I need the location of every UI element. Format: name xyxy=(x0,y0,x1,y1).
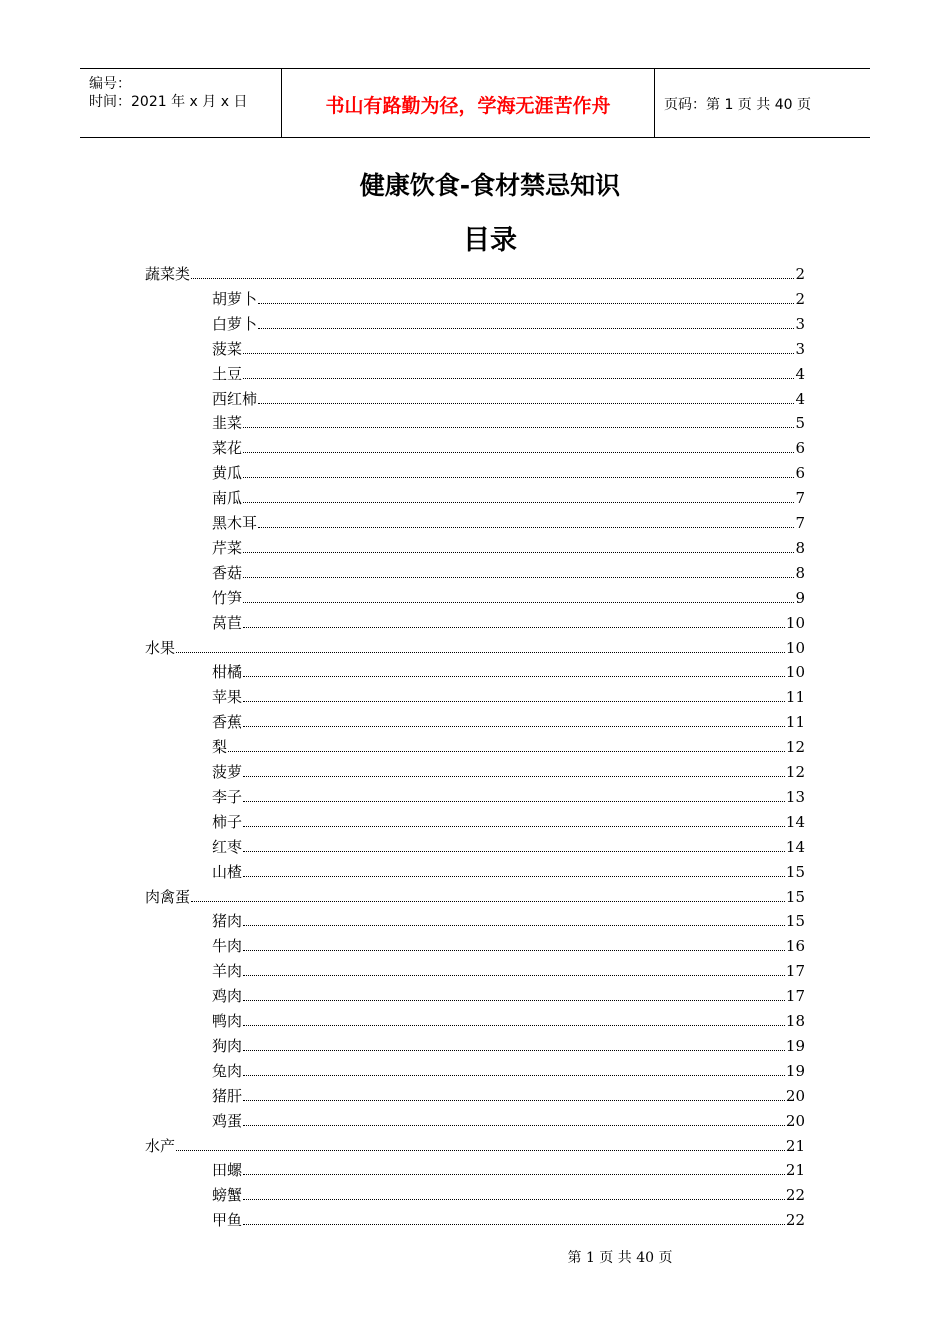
toc-entry-label: 甲鱼 xyxy=(212,1211,243,1230)
toc-leader-dots xyxy=(243,552,794,553)
toc-leader-dots xyxy=(258,303,794,304)
toc-entry[interactable] xyxy=(212,1055,805,1080)
toc-leader-dots xyxy=(243,427,794,428)
toc-page-number: 7 xyxy=(795,489,805,508)
toc-leader-dots xyxy=(243,378,794,379)
toc-page-number: 11 xyxy=(785,713,805,732)
toc-entry-label: 蔬菜类 xyxy=(145,265,191,283)
toc-entry[interactable] xyxy=(212,482,805,507)
toc-section-entry[interactable] xyxy=(145,632,805,657)
toc-entry[interactable] xyxy=(212,308,805,333)
toc-entry[interactable] xyxy=(212,731,805,756)
toc-leader-dots xyxy=(243,627,785,628)
toc-leader-dots xyxy=(258,403,794,404)
toc-entry-label: 柑橘 xyxy=(212,663,243,682)
toc-entry[interactable] xyxy=(212,432,805,457)
toc-page-number: 3 xyxy=(795,314,805,333)
toc-entry[interactable] xyxy=(212,383,805,408)
toc-leader-dots xyxy=(243,353,794,354)
toc-entry-label: 鸡蛋 xyxy=(212,1111,243,1130)
toc-leader-dots xyxy=(243,1224,785,1225)
toc-entry[interactable] xyxy=(212,283,805,308)
toc-entry[interactable] xyxy=(212,1154,805,1179)
toc-entry[interactable] xyxy=(212,532,805,557)
toc-leader-dots xyxy=(191,278,794,279)
toc-page-number: 8 xyxy=(795,563,805,582)
toc-page-number: 10 xyxy=(785,613,805,632)
toc-entry-label: 羊肉 xyxy=(212,962,243,981)
toc-entry-label: 芹菜 xyxy=(212,538,243,557)
toc-page-number: 8 xyxy=(795,538,805,557)
toc-entry[interactable] xyxy=(212,333,805,358)
toc-page-number: 4 xyxy=(795,364,805,383)
toc-page-number: 14 xyxy=(785,837,805,856)
toc-leader-dots xyxy=(243,950,785,951)
document-header xyxy=(80,68,870,138)
toc-leader-dots xyxy=(243,676,785,677)
toc-entry-label: 肉禽蛋 xyxy=(145,887,191,906)
toc-page-number: 6 xyxy=(795,439,805,458)
toc-leader-dots xyxy=(243,1050,785,1051)
toc-leader-dots xyxy=(243,1075,785,1076)
toc-entry[interactable] xyxy=(212,507,805,532)
toc-page-number: 16 xyxy=(785,937,805,956)
document-date-label: 时间：2021 年 x 月 x 日 xyxy=(89,94,248,110)
toc-entry[interactable] xyxy=(212,656,805,681)
toc-entry[interactable] xyxy=(212,905,805,930)
toc-section-entry[interactable] xyxy=(145,258,805,283)
toc-entry-label: 兔肉 xyxy=(212,1061,243,1080)
toc-page-number: 19 xyxy=(785,1061,805,1080)
toc-entry-label: 梨 xyxy=(212,738,228,757)
toc-page-number: 10 xyxy=(785,638,805,657)
toc-entry[interactable] xyxy=(212,856,805,881)
toc-leader-dots xyxy=(258,328,794,329)
toc-entry[interactable] xyxy=(212,831,805,856)
toc-entry-label: 白萝卜 xyxy=(212,314,258,333)
toc-entry[interactable] xyxy=(212,980,805,1005)
toc-entry-label: 鸡肉 xyxy=(212,987,243,1006)
toc-page-number: 21 xyxy=(785,1161,805,1180)
toc-page-number: 19 xyxy=(785,1036,805,1055)
toc-leader-dots xyxy=(243,1174,785,1175)
toc-page-number: 10 xyxy=(785,663,805,682)
toc-page-number: 9 xyxy=(795,588,805,607)
toc-entry[interactable] xyxy=(212,358,805,383)
page-footer: 第 1 页 共 40 页 xyxy=(567,1250,673,1266)
toc-section-entry[interactable] xyxy=(145,1130,805,1155)
toc-leader-dots xyxy=(243,876,785,877)
toc-page-number: 15 xyxy=(785,862,805,881)
toc-entry-label: 狗肉 xyxy=(212,1036,243,1055)
toc-page-number: 17 xyxy=(785,962,805,981)
toc-leader-dots xyxy=(243,1125,785,1126)
toc-entry[interactable] xyxy=(212,1080,805,1105)
toc-entry[interactable] xyxy=(212,457,805,482)
header-page-cell xyxy=(655,69,870,137)
toc-leader-dots xyxy=(243,776,785,777)
toc-entry[interactable] xyxy=(212,681,805,706)
toc-leader-dots xyxy=(243,1025,785,1026)
toc-page-number: 3 xyxy=(795,339,805,358)
toc-leader-dots xyxy=(243,726,785,727)
toc-leader-dots xyxy=(243,925,785,926)
toc-page-number: 21 xyxy=(785,1136,805,1155)
toc-page-number: 12 xyxy=(785,738,805,757)
toc-entry[interactable] xyxy=(212,706,805,731)
toc-entry[interactable] xyxy=(212,1179,805,1204)
toc-entry-label: 螃蟹 xyxy=(212,1186,243,1205)
toc-entry[interactable] xyxy=(212,930,805,955)
toc-page-number: 6 xyxy=(795,464,805,483)
header-motto-cell xyxy=(281,69,655,137)
toc-leader-dots xyxy=(243,801,785,802)
toc-page-number: 2 xyxy=(795,265,805,283)
toc-entry-label: 莴苣 xyxy=(212,613,243,632)
toc-entry-label: 山楂 xyxy=(212,862,243,881)
toc-entry-label: 菜花 xyxy=(212,439,243,458)
toc-entry[interactable] xyxy=(212,1204,805,1229)
toc-entry[interactable] xyxy=(212,407,805,432)
toc-leader-dots xyxy=(243,1199,785,1200)
toc-entry-label: 水果 xyxy=(145,638,176,657)
toc-section-entry[interactable] xyxy=(145,881,805,906)
toc-entry-label: 黑木耳 xyxy=(212,514,258,532)
toc-page-number: 17 xyxy=(785,987,805,1006)
toc-entry[interactable] xyxy=(212,557,805,582)
toc-entry[interactable] xyxy=(212,1030,805,1055)
toc-page-number: 11 xyxy=(785,688,805,707)
toc-heading: 目录 xyxy=(463,225,517,256)
toc-page-number: 2 xyxy=(795,289,805,308)
toc-page-number: 22 xyxy=(785,1186,805,1205)
toc-entry-label: 水产 xyxy=(145,1136,176,1155)
toc-page-number: 18 xyxy=(785,1012,805,1030)
toc-leader-dots xyxy=(258,527,794,528)
toc-entry-label: 韭菜 xyxy=(212,414,243,433)
toc-entry-label: 土豆 xyxy=(212,364,243,383)
toc-leader-dots xyxy=(228,751,785,752)
toc-entry-label: 牛肉 xyxy=(212,937,243,956)
toc-leader-dots xyxy=(243,701,785,702)
toc-page-number: 15 xyxy=(785,887,805,906)
toc-page-number: 22 xyxy=(785,1211,805,1230)
toc-entry-label: 胡萝卜 xyxy=(212,289,258,308)
toc-entry-label: 苹果 xyxy=(212,688,243,707)
toc-entry-label: 香蕉 xyxy=(212,713,243,732)
toc-entry-label: 猪肝 xyxy=(212,1086,243,1105)
document-number-label: 编号： xyxy=(89,76,131,92)
toc-entry-label: 西红柿 xyxy=(212,389,258,408)
toc-page-number: 20 xyxy=(785,1086,805,1105)
toc-entry[interactable] xyxy=(212,756,805,781)
toc-entry[interactable] xyxy=(212,781,805,806)
header-motto: 书山有路勤为径，学海无涯苦作舟 xyxy=(325,95,611,117)
toc-page-number: 14 xyxy=(785,812,805,831)
header-page-info: 页码：第 1 页 共 40 页 xyxy=(664,97,811,113)
toc-leader-dots xyxy=(243,851,785,852)
toc-entry-label: 鸭肉 xyxy=(212,1012,243,1030)
toc-page-number: 7 xyxy=(795,514,805,532)
toc-entry-label: 柿子 xyxy=(212,812,243,831)
toc-entry[interactable] xyxy=(212,955,805,980)
toc-page-number: 15 xyxy=(785,912,805,931)
toc-page-number: 4 xyxy=(795,389,805,408)
toc-entry-label: 南瓜 xyxy=(212,489,243,508)
toc-leader-dots xyxy=(243,477,794,478)
toc-leader-dots xyxy=(176,652,785,653)
toc-leader-dots xyxy=(243,826,785,827)
toc-leader-dots xyxy=(243,502,794,503)
toc-entry[interactable] xyxy=(212,1005,805,1030)
toc-page-number: 13 xyxy=(785,787,805,806)
toc-leader-dots xyxy=(243,452,794,453)
toc-entry[interactable] xyxy=(212,806,805,831)
toc-entry-label: 田螺 xyxy=(212,1161,243,1180)
toc-entry-label: 红枣 xyxy=(212,837,243,856)
toc-entry-label: 菠菜 xyxy=(212,339,243,358)
toc-entry[interactable] xyxy=(212,582,805,607)
toc-leader-dots xyxy=(243,577,794,578)
toc-page-number: 5 xyxy=(795,414,805,433)
toc-page-number: 12 xyxy=(785,763,805,781)
toc-leader-dots xyxy=(243,602,794,603)
toc-leader-dots xyxy=(176,1150,785,1151)
toc-page-number: 20 xyxy=(785,1111,805,1130)
toc-entry[interactable] xyxy=(212,607,805,632)
toc-leader-dots xyxy=(243,975,785,976)
toc-leader-dots xyxy=(243,1100,785,1101)
header-meta-cell xyxy=(80,69,280,137)
toc-leader-dots xyxy=(243,1000,785,1001)
toc-leader-dots xyxy=(191,901,785,902)
toc-entry[interactable] xyxy=(212,1105,805,1130)
toc-entry-label: 猪肉 xyxy=(212,912,243,931)
toc-entry-label: 黄瓜 xyxy=(212,464,243,483)
toc-entry-label: 李子 xyxy=(212,787,243,806)
document-title: 健康饮食-食材禁忌知识 xyxy=(359,171,621,200)
toc-entry-label: 竹笋 xyxy=(212,588,243,607)
toc-entry-label: 菠萝 xyxy=(212,763,243,781)
toc-entry-label: 香菇 xyxy=(212,563,243,582)
